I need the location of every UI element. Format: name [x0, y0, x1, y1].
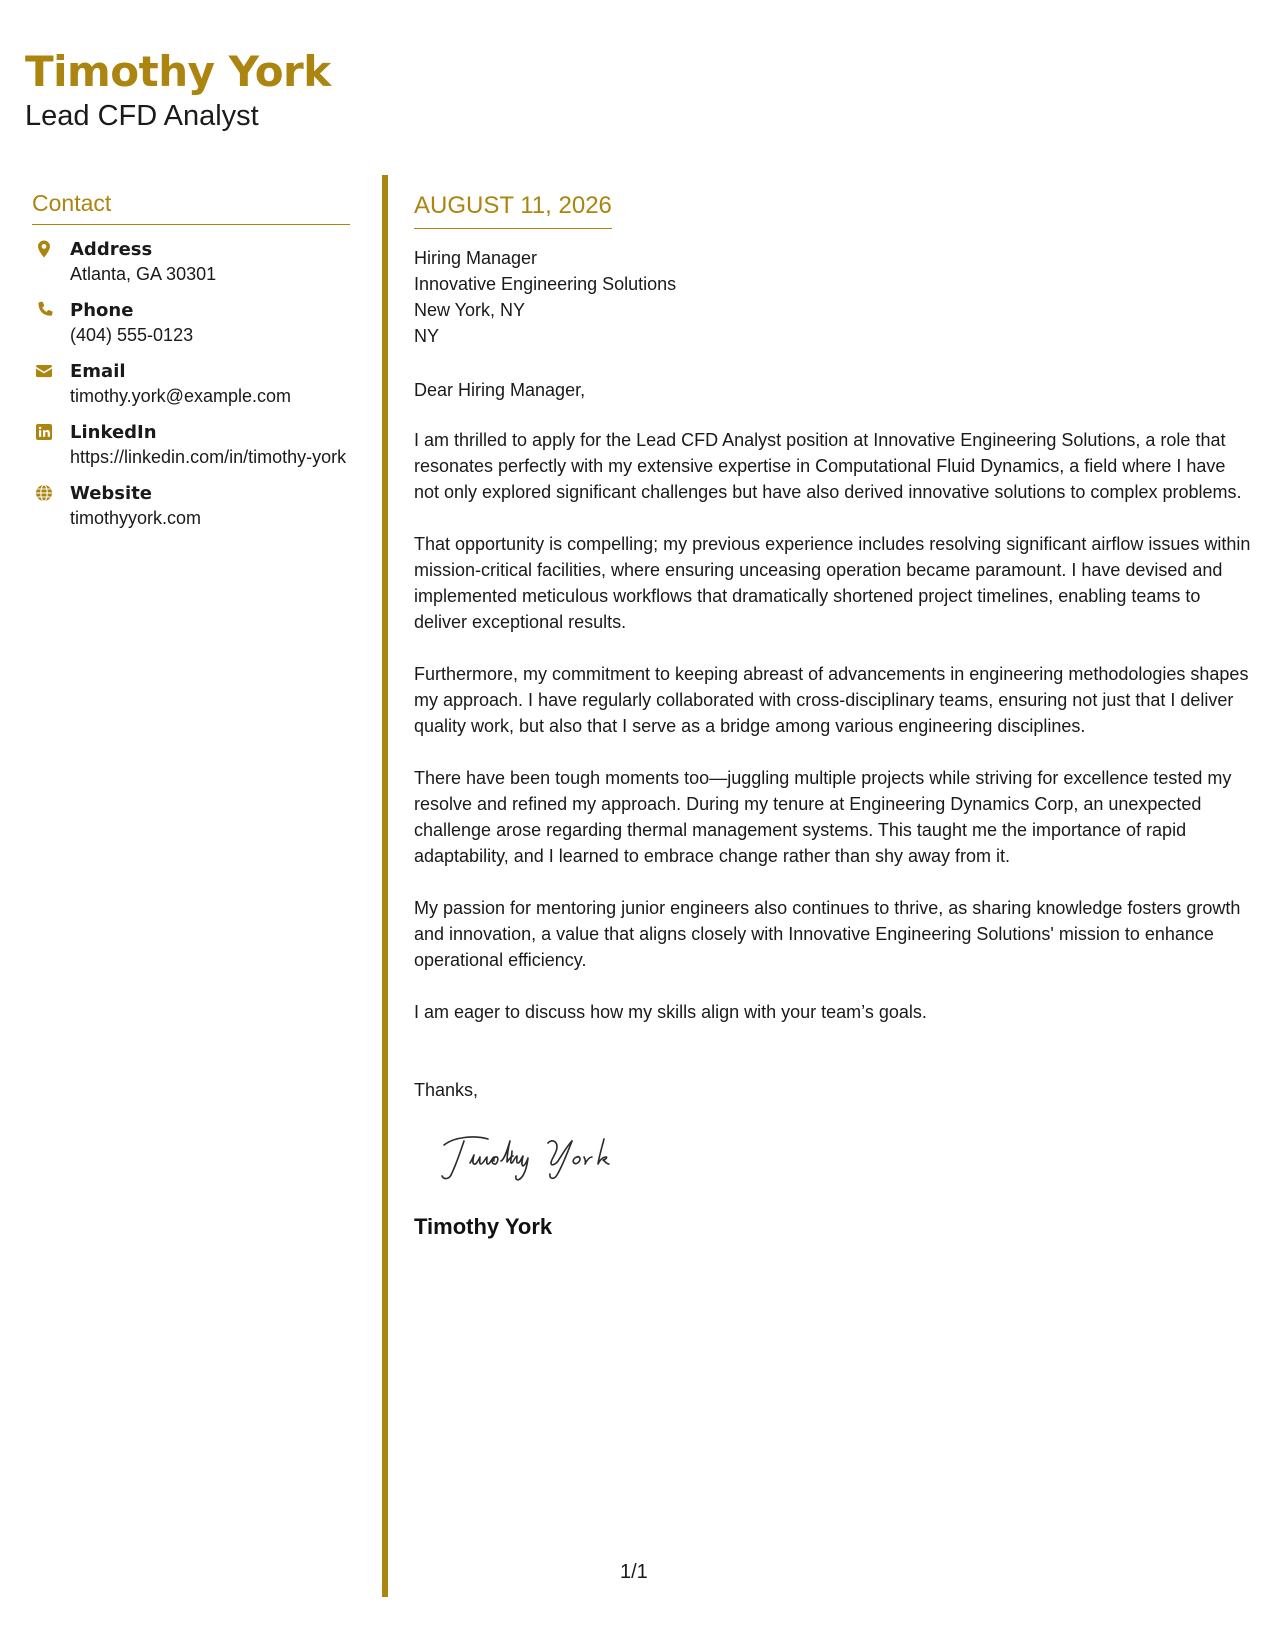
contact-label: Phone — [70, 300, 134, 321]
handwritten-signature — [438, 1125, 668, 1195]
applicant-name: Timothy York — [25, 47, 331, 96]
contact-label: Website — [70, 483, 153, 504]
contact-item-email — [32, 359, 350, 409]
contact-heading: Contact — [32, 188, 350, 225]
letter-body — [414, 190, 1252, 1241]
salutation: Dear Hiring Manager, — [414, 380, 586, 400]
email-value[interactable]: timothy.york@example.com — [70, 386, 292, 406]
map-pin-icon — [34, 239, 54, 259]
column-divider — [382, 175, 388, 1597]
body-paragraph: There have been tough moments too—juggling multiple projects while striving for excellence tested my resolve and refined my approach. During my tenure at Engineering Dynamics Corp, an unexpected challenge arose regarding thermal management systems. This taught me the importance of rapid adaptability, and I learned to embrace change rather than shy away from it. — [414, 768, 1232, 866]
linkedin-icon — [34, 422, 54, 442]
body-paragraph: My passion for mentoring junior engineers also continues to thrive, as sharing knowledge fosters growth and innovation, a value that aligns closely with Innovative Engineering Solutions' mission to enhance operational efficiency. — [414, 898, 1241, 970]
signature-text: Timothy York — [438, 1125, 444, 1126]
contact-sidebar — [32, 188, 350, 542]
signer-name: Timothy York — [414, 1214, 553, 1239]
phone-value[interactable]: (404) 555-0123 — [70, 325, 194, 345]
recipient-line: New York, NY — [414, 300, 526, 320]
envelope-icon — [34, 361, 54, 381]
contact-item-website — [32, 481, 350, 531]
body-paragraph: Furthermore, my commitment to keeping abreast of advancements in engineering methodologies shapes my approach. I have regularly collaborated with cross-disciplinary teams, ensuring not just that I deliver quality work, but also that I serve as a bridge among various engineering disciplines. — [414, 664, 1249, 736]
contact-label: Email — [70, 361, 126, 382]
body-paragraph: I am eager to discuss how my skills align with your team’s goals. — [414, 1002, 927, 1022]
recipient-line: NY — [414, 326, 440, 346]
contact-item-linkedin — [32, 420, 350, 470]
contact-item-phone — [32, 298, 350, 348]
contact-label: LinkedIn — [70, 422, 157, 443]
globe-icon — [34, 483, 54, 503]
recipient-block — [414, 245, 1252, 349]
contact-label: Address — [70, 239, 153, 260]
contact-item-address — [32, 237, 350, 287]
body-paragraph: I am thrilled to apply for the Lead CFD Analyst position at Innovative Engineering Solutions, a role that resonates perfectly with my extensive expertise in Computational Fluid Dynamics, a field where I have not only explored significant challenges but have also derived innovative solutions to complex problems. — [414, 430, 1242, 502]
recipient-line: Hiring Manager — [414, 248, 538, 268]
applicant-job-title: Lead CFD Analyst — [25, 100, 259, 132]
phone-icon — [34, 300, 54, 320]
address-value: Atlanta, GA 30301 — [70, 264, 217, 284]
linkedin-value[interactable]: https://linkedin.com/in/timothy-york — [70, 447, 347, 467]
page-number: 1/1 — [620, 1561, 648, 1583]
letter-date: AUGUST 11, 2026 — [414, 190, 612, 229]
recipient-line: Innovative Engineering Solutions — [414, 274, 677, 294]
body-paragraph: That opportunity is compelling; my previous experience includes resolving significant airflow issues within mission-critical facilities, where ensuring unceasing operation became paramount. I have devised and implemented meticulous workflows that dramatically shortened project timelines, enabling teams to deliver exceptional results. — [414, 534, 1251, 632]
website-value[interactable]: timothyyork.com — [70, 508, 202, 528]
closing: Thanks, — [414, 1080, 479, 1100]
